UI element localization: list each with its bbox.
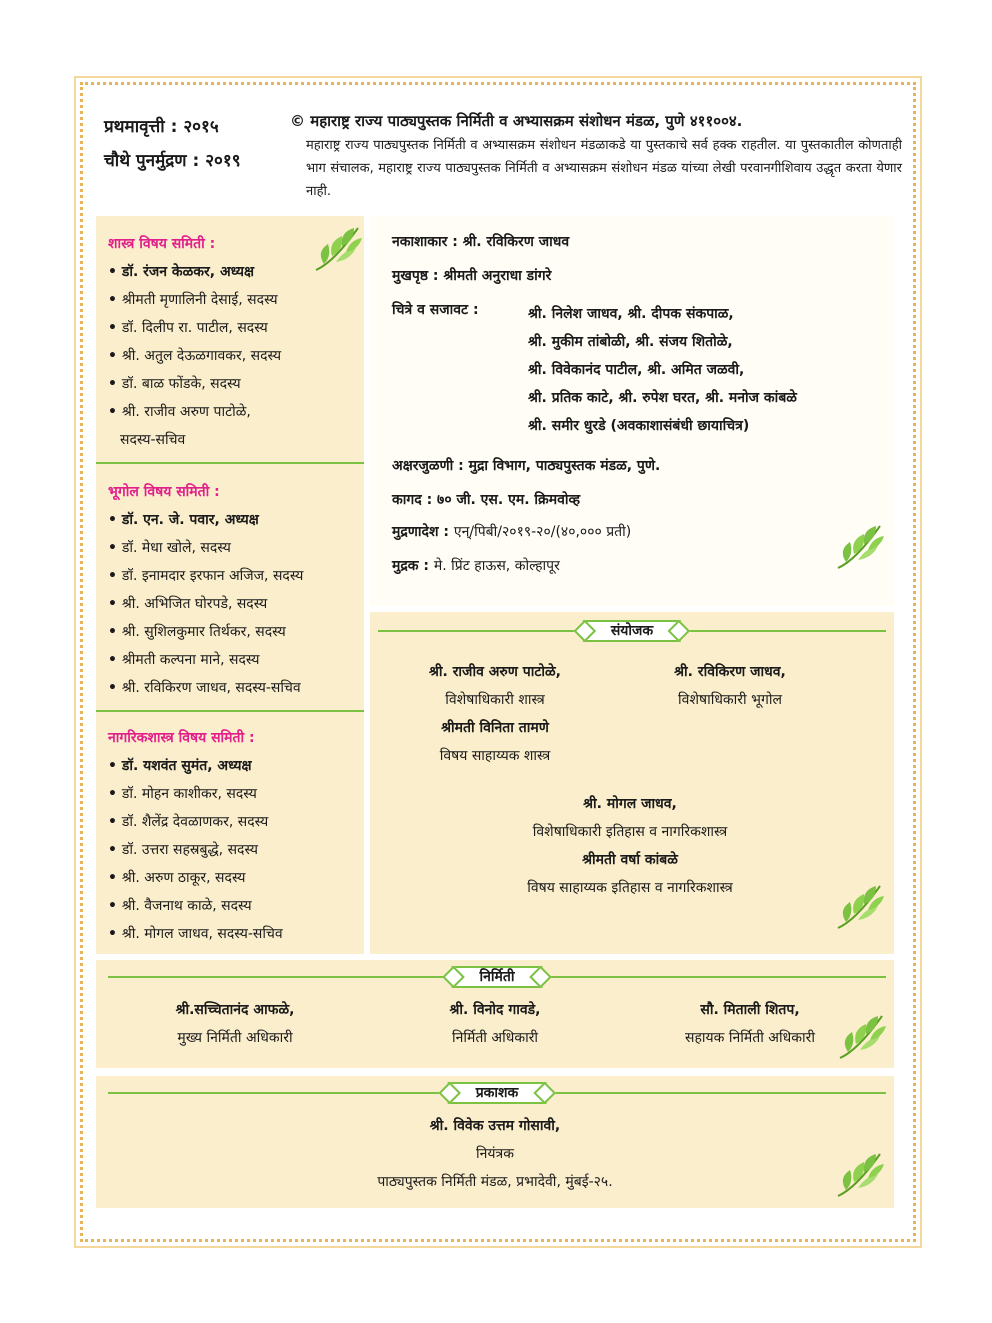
committee-member: • डॉ. यशवंत सुमंत, अध्यक्ष: [108, 752, 364, 780]
paper-credit: कागद : ७० जी. एस. एम. क्रिमवोव्ह: [392, 492, 581, 508]
illustrator-line: श्री. विवेकानंद पाटील, श्री. अमित जळवी,: [528, 362, 745, 378]
committee-title: नागरिकशास्त्र विषय समिती :: [108, 730, 255, 746]
edition-info: [104, 110, 284, 178]
production-person-1: श्री.सच्चितानंद आफळे, मुख्य निर्मिती अधिकारी: [175, 1002, 295, 1046]
publisher-title: प्रकाशक: [448, 1082, 547, 1104]
copyright-block: [290, 108, 902, 203]
coordinator-4: श्री. मोगल जाधव, विशेषाधिकारी इतिहास व नागरिकशास्त्र श्रीमती वर्षा कांबळे विषय साहाय्यक इतिहास व नागरिकशास्त्र: [527, 796, 733, 896]
geography-committee: [108, 478, 364, 702]
illustrations-list: [528, 300, 797, 440]
committee-title: भूगोल विषय समिती :: [108, 484, 220, 500]
committee-member: • श्रीमती कल्पना माने, सदस्य: [108, 646, 364, 674]
committee-member: • डॉ. रंजन केळकर, अध्यक्ष: [108, 258, 364, 286]
committee-member: • श्री. रविकिरण जाधव, सदस्य-सचिव: [108, 674, 364, 702]
civics-committee: [108, 724, 364, 948]
illustrator-line: श्री. समीर धुरडे (अवकाशासंबंधी छायाचित्र): [528, 418, 750, 434]
production-person-2: श्री. विनोद गावडे, निर्मिती अधिकारी: [449, 1002, 541, 1046]
first-edition: प्रथमावृत्ती : २०१५: [104, 117, 219, 137]
leaf-ornament-icon: [834, 1010, 888, 1064]
committee-member: • श्री. वैजनाथ काळे, सदस्य: [108, 892, 364, 920]
illustrator-line: श्री. निलेश जाधव, श्री. दीपक संकपाळ,: [528, 306, 734, 322]
production-title: निर्मिती: [452, 966, 543, 988]
divider: [96, 462, 364, 464]
committee-member: • डॉ. एन. जे. पवार, अध्यक्ष: [108, 506, 364, 534]
leaf-ornament-icon: [832, 520, 886, 574]
committee-member: • डॉ. इनामदार इरफान अजिज, सदस्य: [108, 562, 364, 590]
committee-member: • डॉ. दिलीप रा. पाटील, सदस्य: [108, 314, 364, 342]
leaf-ornament-icon: [832, 880, 886, 934]
committee-member: • श्री. सुशिलकुमार तिर्थकर, सदस्य: [108, 618, 364, 646]
coordinators-banner: [378, 620, 886, 642]
publisher-person: श्री. विवेक उत्तम गोसावी, नियंत्रक पाठ्यपुस्तक निर्मिती मंडळ, प्रभादेवी, मुंबई-२५.: [377, 1118, 613, 1190]
committee-member: • डॉ. बाळ फोंडके, सदस्य: [108, 370, 364, 398]
committee-member: • डॉ. मेधा खोले, सदस्य: [108, 534, 364, 562]
leaf-ornament-icon: [832, 1148, 886, 1202]
committee-member: • श्री. मोगल जाधव, सदस्य-सचिव: [108, 920, 364, 948]
coordinator-1: श्री. राजीव अरुण पाटोळे, विशेषाधिकारी शास्त्र श्रीमती विनिता तामणे विषय साहाय्यक शास्त्र: [428, 664, 562, 764]
committee-member: • डॉ. उत्तरा सहस्रबुद्धे, सदस्य: [108, 836, 364, 864]
cartographer-credit: नकाशाकार : श्री. रविकिरण जाधव: [392, 234, 570, 250]
committee-member: • डॉ. शैलेंद्र देवळाणकर, सदस्य: [108, 808, 364, 836]
illustrations-label: चित्रे व सजावट :: [392, 302, 479, 318]
committee-member: • श्री. राजीव अरुण पाटोळे,: [108, 398, 364, 426]
committee-member: • श्रीमती मृणालिनी देसाई, सदस्य: [108, 286, 364, 314]
production-banner: [108, 966, 886, 988]
divider: [96, 710, 364, 712]
committee-member: • श्री. अभिजित घोरपडे, सदस्य: [108, 590, 364, 618]
committee-title: शास्त्र विषय समिती :: [108, 236, 216, 252]
copyright-text: महाराष्ट्र राज्य पाठ्यपुस्तक निर्मिती व अभ्यासक्रम संशोधन मंडळाकडे या पुस्तकाचे सर्व हक्क राहतील. या पुस्तकातील कोणताही भाग संचालक, महाराष्ट्र राज्य पाठ्यपुस्तक निर्मिती व अभ्यासक्रम संशोधन मंडळ यांच्या लेखी परवानगीशिवाय उद्धृत करता येणार नाही.: [306, 138, 902, 199]
committee-member: • श्री. अतुल देऊळगावकर, सदस्य: [108, 342, 364, 370]
coordinator-2: श्री. रविकिरण जाधव, विशेषाधिकारी भूगोल: [674, 664, 786, 708]
committee-member: सदस्य-सचिव: [120, 432, 186, 448]
coordinators-title: संयोजक: [583, 620, 681, 642]
illustrator-line: श्री. प्रतिक काटे, श्री. रुपेश घरत, श्री. मनोज कांबळे: [528, 390, 797, 406]
printer-label: मुद्रक :: [392, 558, 430, 574]
print-order-label: मुद्रणादेश :: [392, 524, 449, 540]
print-order-value: एन्/पिबी/२०१९-२०/(४०,००० प्रती): [453, 524, 632, 540]
typesetting-credit: अक्षरजुळणी : मुद्रा विभाग, पाठ्यपुस्तक मंडळ, पुणे.: [392, 458, 661, 474]
committee-member: • डॉ. मोहन काशीकर, सदस्य: [108, 780, 364, 808]
cover-credit: मुखपृष्ठ : श्रीमती अनुराधा डांगरे: [392, 268, 552, 284]
production-person-3: सौ. मिताली शितप, सहायक निर्मिती अधिकारी: [685, 1002, 815, 1046]
committee-member: • श्री. अरुण ठाकूर, सदस्य: [108, 864, 364, 892]
publisher-banner: [108, 1082, 886, 1104]
printer-value: मे. प्रिंट हाऊस, कोल्हापूर: [433, 558, 560, 574]
leaf-ornament-icon: [310, 222, 364, 276]
print-order: [392, 518, 631, 546]
copyright-line: © महाराष्ट्र राज्य पाठ्यपुस्तक निर्मिती व अभ्यासक्रम संशोधन मंडळ, पुणे ४११००४.: [290, 112, 743, 130]
illustrator-line: श्री. मुकीम तांबोळी, श्री. संजय शितोळे,: [528, 334, 733, 350]
printer-credit: [392, 552, 560, 580]
reprint-edition: चौथे पुनर्मुद्रण : २०१९: [104, 151, 241, 171]
